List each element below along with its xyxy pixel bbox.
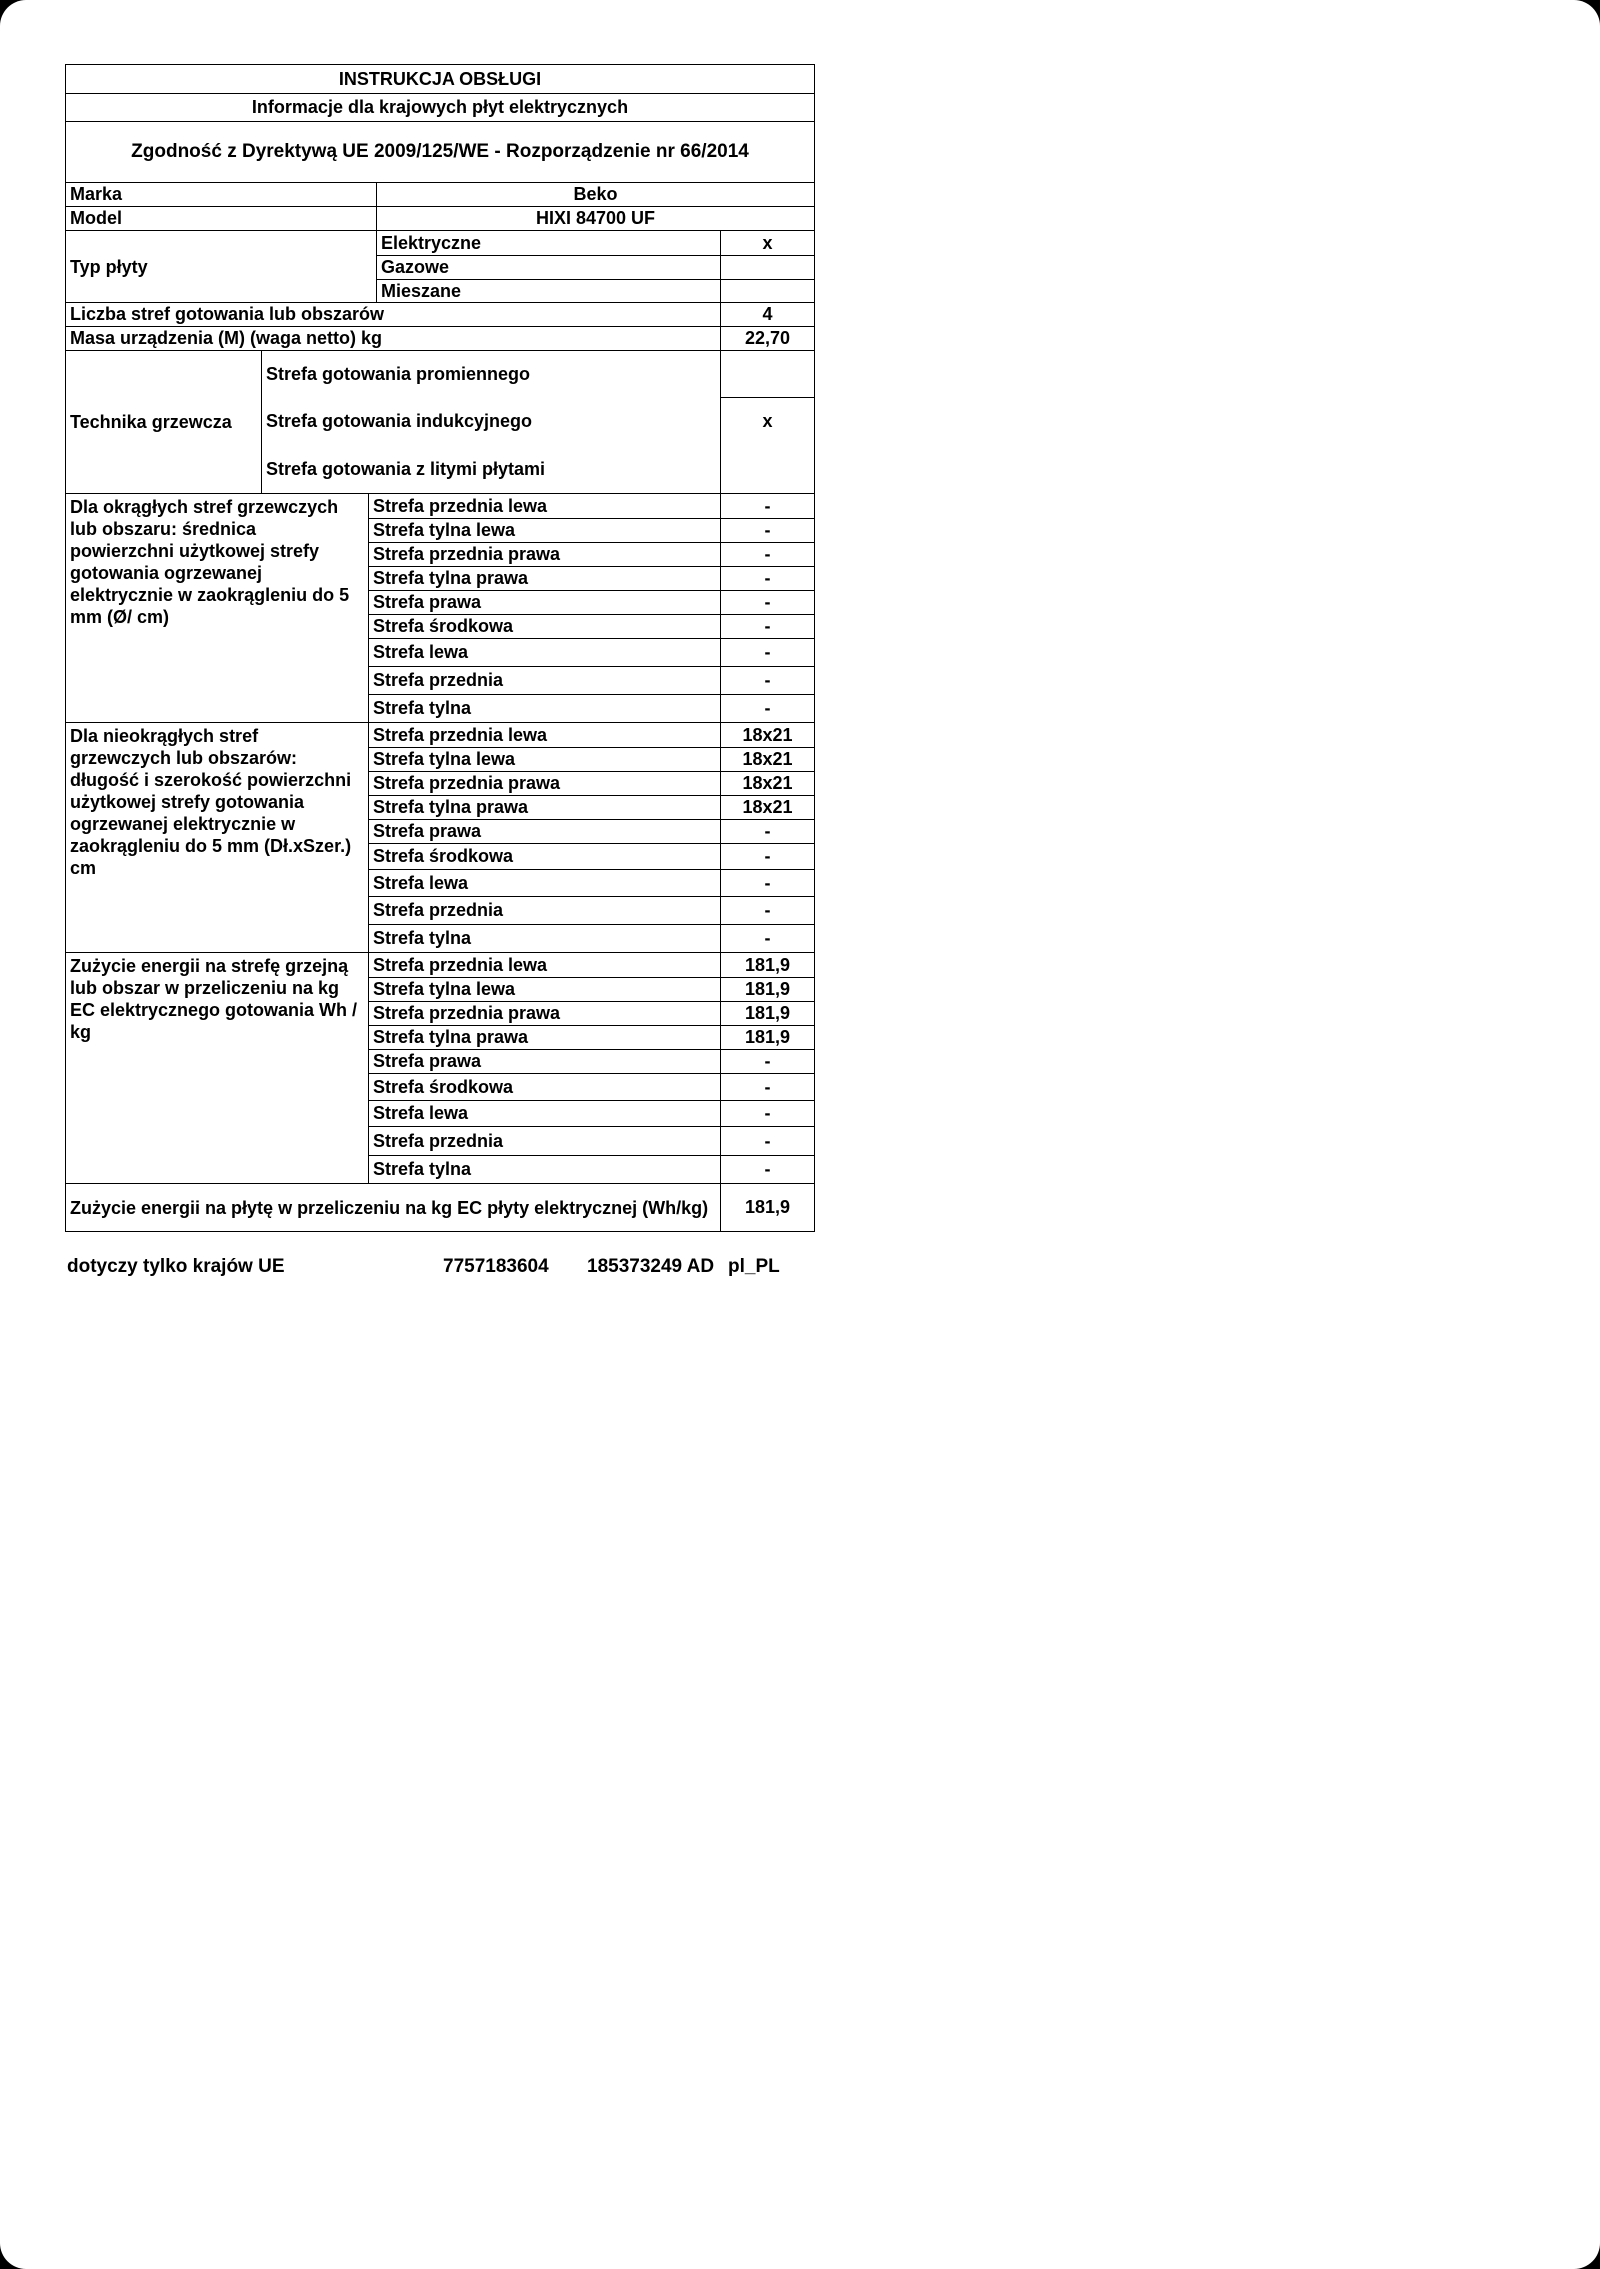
footer-code-1: 7757183604	[443, 1256, 549, 1277]
zone-value: -	[764, 698, 771, 718]
zone-value: 18x21	[742, 797, 793, 817]
table-row	[369, 590, 814, 614]
table-row	[369, 1025, 814, 1049]
zone-value: 18x21	[742, 773, 793, 793]
zone-value: -	[764, 592, 771, 612]
zone-value: -	[764, 568, 771, 588]
zone-label: Strefa lewa	[369, 1101, 721, 1126]
table-row	[369, 1126, 814, 1155]
zone-label: Strefa przednia lewa	[369, 723, 721, 747]
table-row	[369, 843, 814, 869]
brand-label: Marka	[66, 183, 377, 206]
energy-total-label: Zużycie energii na płytę w przeliczeniu na kg EC płyty elektrycznej (Wh/kg)	[66, 1184, 721, 1231]
footer	[67, 1256, 827, 1282]
table-row	[369, 819, 814, 843]
hob-type-block	[65, 231, 815, 303]
zone-value: 181,9	[744, 1003, 791, 1023]
heating-option-label: Strefa gotowania indukcyjnego	[266, 411, 533, 432]
table-row	[369, 638, 814, 666]
zone-label: Strefa lewa	[369, 870, 721, 896]
zone-value: 18x21	[742, 724, 793, 745]
zone-value: -	[764, 1051, 771, 1071]
option-label: Mieszane	[377, 280, 721, 302]
energy-info-table	[65, 64, 815, 1232]
zone-label: Strefa prawa	[369, 591, 721, 614]
zone-label: Strefa tylna lewa	[369, 748, 721, 771]
round-zones-rows	[368, 494, 814, 722]
heating-option-label: Strefa gotowania z litymi płytami	[266, 458, 546, 479]
zone-value: 18x21	[742, 749, 793, 769]
heating-mark	[721, 351, 814, 398]
heating-option-label: Strefa gotowania promiennego	[266, 364, 531, 385]
table-row	[369, 1073, 814, 1100]
option-label: Gazowe	[377, 256, 721, 279]
table-row	[369, 694, 814, 722]
zone-value: -	[764, 520, 771, 540]
zones-count-row	[65, 303, 815, 327]
table-row	[369, 494, 814, 518]
zones-count-label: Liczba stref gotowania lub obszarów	[66, 303, 721, 326]
heating-block	[65, 351, 815, 494]
zone-label: Strefa tylna lewa	[369, 519, 721, 542]
energy-zones-block	[65, 953, 815, 1184]
zone-value: 181,9	[744, 1027, 791, 1047]
nonround-zones-rows	[368, 723, 814, 952]
table-row	[369, 723, 814, 747]
zone-value: -	[764, 846, 771, 866]
footer-locale: pl_PL	[728, 1256, 780, 1277]
table-row	[369, 771, 814, 795]
zone-label: Strefa przednia prawa	[369, 1002, 721, 1025]
zone-label: Strefa lewa	[369, 639, 721, 666]
table-row	[369, 977, 814, 1001]
zone-label: Strefa tylna prawa	[369, 567, 721, 590]
table-row	[369, 896, 814, 924]
heating-options	[262, 351, 721, 493]
zone-value: 181,9	[744, 954, 791, 975]
option-mark: x	[762, 232, 773, 253]
table-row	[369, 566, 814, 590]
mass-label: Masa urządzenia (M) (waga netto) kg	[66, 327, 721, 350]
zone-label: Strefa tylna	[369, 695, 721, 722]
hob-type-option	[377, 231, 814, 255]
zone-label: Strefa przednia	[369, 897, 721, 924]
energy-total-value: 181,9	[744, 1197, 791, 1217]
table-row	[369, 1001, 814, 1025]
nonround-zones-block	[65, 723, 815, 953]
zone-value: -	[764, 1130, 771, 1151]
zone-value: -	[764, 1103, 771, 1123]
zone-value: -	[764, 544, 771, 564]
zones-count-value: 4	[762, 304, 773, 324]
zone-value: -	[764, 821, 771, 841]
footer-note: dotyczy tylko krajów UE	[67, 1256, 285, 1277]
table-row	[369, 1155, 814, 1183]
zone-value: -	[764, 616, 771, 636]
table-row	[369, 666, 814, 694]
zone-label: Strefa prawa	[369, 820, 721, 843]
zone-value: -	[764, 872, 771, 893]
mass-row	[65, 327, 815, 351]
nonround-zones-label: Dla nieokrągłych stref grzewczych lub obszarów: długość i szerokość powierzchni użytkowej strefy gotowania ogrzewanej elektrycznie w zaokrągleniu do 5 mm (Dł.xSzer.) cm	[70, 726, 352, 878]
zone-value: -	[764, 1159, 771, 1179]
table-row	[369, 542, 814, 566]
table-row	[369, 924, 814, 952]
zone-label: Strefa tylna lewa	[369, 978, 721, 1001]
zone-value: 181,9	[744, 979, 791, 999]
round-zones-block	[65, 494, 815, 723]
zone-label: Strefa tylna prawa	[369, 796, 721, 819]
zone-label: Strefa tylna	[369, 925, 721, 952]
zone-label: Strefa przednia lewa	[369, 494, 721, 518]
zone-value: -	[764, 928, 771, 948]
model-label: Model	[66, 207, 377, 230]
zone-label: Strefa przednia lewa	[369, 953, 721, 977]
footer-code-2: 185373249 AD	[587, 1256, 715, 1277]
hob-type-options	[377, 231, 814, 302]
hob-type-option	[377, 279, 814, 302]
zone-label: Strefa tylna	[369, 1156, 721, 1183]
zone-value: -	[764, 1076, 771, 1097]
energy-zones-label: Zużycie energii na strefę grzejną lub obszar w przeliczeniu na kg EC elektrycznego gotowania Wh / kg	[70, 956, 358, 1042]
zone-value: -	[764, 495, 771, 516]
heating-mark	[721, 445, 814, 492]
table-row	[369, 747, 814, 771]
round-zones-label: Dla okrągłych stref grzewczych lub obszaru: średnica powierzchni użytkowej strefy gotowania ogrzewanej elektrycznie w zaokrągleniu do 5 mm (Ø/ cm)	[70, 497, 350, 627]
model-row	[65, 207, 815, 231]
heating-label: Technika grzewcza	[66, 351, 262, 493]
option-mark	[721, 256, 814, 279]
table-subtitle: Informacje dla krajowych płyt elektrycznych	[65, 94, 815, 122]
zone-label: Strefa prawa	[369, 1050, 721, 1073]
hob-type-label: Typ płyty	[66, 231, 377, 302]
table-row	[369, 953, 814, 977]
heating-mark: x	[762, 411, 773, 431]
table-row	[369, 1049, 814, 1073]
table-row	[369, 1100, 814, 1126]
table-row	[369, 614, 814, 638]
hob-type-option	[377, 255, 814, 279]
zone-label: Strefa środkowa	[369, 844, 721, 869]
model-value: HIXI 84700 UF	[535, 208, 656, 228]
table-row	[369, 795, 814, 819]
zone-label: Strefa przednia prawa	[369, 772, 721, 795]
zone-label: Strefa tylna prawa	[369, 1026, 721, 1049]
option-label: Elektryczne	[377, 231, 721, 255]
mass-value: 22,70	[744, 328, 791, 348]
table-row	[369, 518, 814, 542]
brand-value: Beko	[573, 184, 618, 204]
zone-label: Strefa przednia prawa	[369, 543, 721, 566]
option-mark	[721, 280, 814, 302]
zone-label: Strefa środkowa	[369, 1074, 721, 1100]
zone-label: Strefa przednia	[369, 1127, 721, 1155]
table-title: INSTRUKCJA OBSŁUGI	[65, 64, 815, 94]
zone-label: Strefa przednia	[369, 667, 721, 694]
energy-total-row	[65, 1184, 815, 1232]
directive-line: Zgodność z Dyrektywą UE 2009/125/WE - Rozporządzenie nr 66/2014	[65, 122, 815, 183]
brand-row	[65, 183, 815, 207]
heating-marks	[721, 351, 814, 493]
zone-value: -	[764, 670, 771, 690]
table-row	[369, 869, 814, 896]
zone-value: -	[764, 900, 771, 920]
energy-zones-rows	[368, 953, 814, 1183]
zone-label: Strefa środkowa	[369, 615, 721, 638]
zone-value: -	[764, 642, 771, 662]
